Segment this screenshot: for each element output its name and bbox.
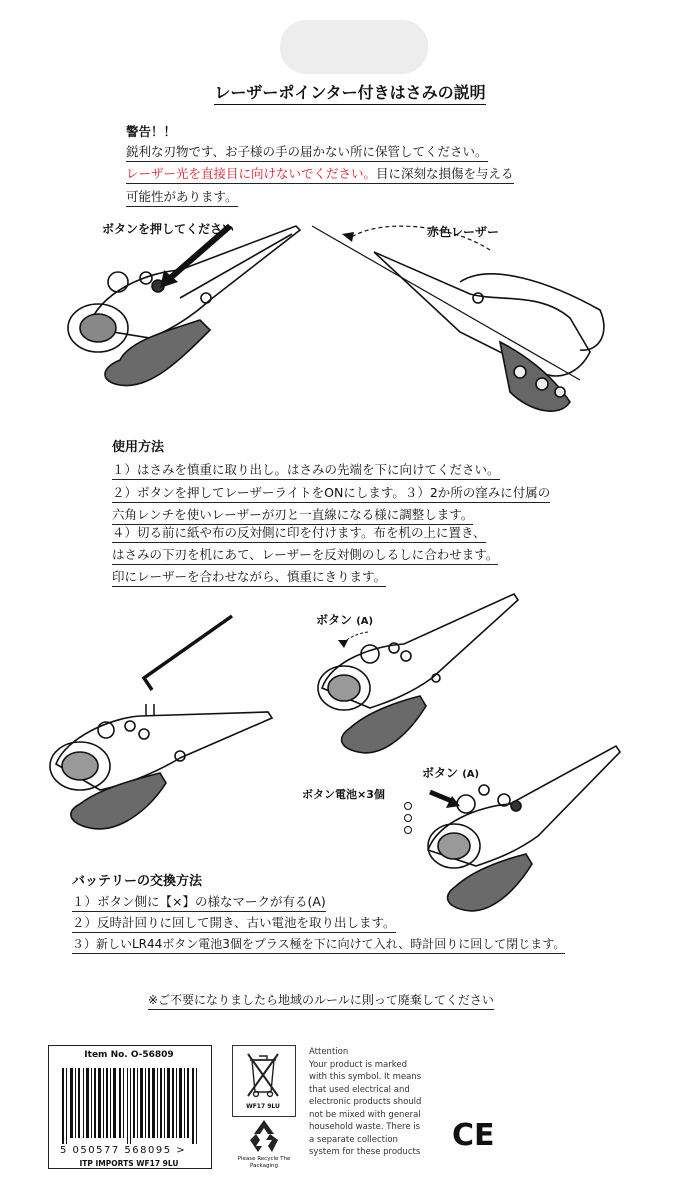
usage-heading: 使用方法 — [112, 440, 165, 455]
importer: ITP IMPORTS WF17 9LU — [79, 1159, 179, 1168]
recycle-icon — [246, 1118, 282, 1154]
item-number: Item No. O-56809 — [84, 1050, 174, 1060]
scissors-illustration-press — [60, 220, 310, 400]
usage-line-5: はさみの下刃を机にあて、レーザーを反対側のしるしに合わせます。 — [112, 545, 498, 565]
attention-line: with this symbol. It means — [309, 1072, 422, 1082]
usage-line-2: ２）ボタンを押してレーザーライトをONにします。３）2か所の窪みに付属の — [112, 483, 550, 503]
scissors-illustration-button-a — [314, 588, 524, 763]
barcode — [62, 1068, 198, 1144]
warning-line-1: 鋭利な刃物です、お子様の手の届かない所に保管してください。 — [126, 142, 488, 162]
red-laser-label: 赤色レーザー — [427, 225, 500, 239]
page-title: レーザーポインター付きはさみの説明 — [0, 80, 700, 103]
a-label-1: (A) — [356, 616, 374, 627]
warning-heading: 警告！！ — [126, 124, 177, 139]
weee-bin-icon — [244, 1050, 282, 1100]
barcode-number: 5 050577 568095 > — [60, 1145, 187, 1156]
warning-red-text: レーザー光を直接目に向けないでください。 — [126, 166, 377, 181]
attention-line: not be mixed with general — [309, 1109, 421, 1120]
disposal-note: ※ご不要になりましたら地域のルールに則って廃棄してください — [148, 991, 494, 1010]
attention-line: system for these products — [309, 1147, 421, 1157]
warning-line-2 — [126, 164, 514, 184]
battery-line-3: ３）新しいLR44ボタン電池3個をプラス極を下に向けて入れ、時計回りに回して閉じます。 — [72, 935, 565, 954]
attention-line: household waste. There is — [309, 1122, 421, 1132]
usage-line-4: ４）切る前に紙や布の反対側に印を付けます。布を机の上に置き、 — [112, 523, 486, 543]
attention-line: electronic products should — [309, 1097, 422, 1107]
battery-circles — [400, 800, 420, 840]
button-label-1: ボタン — [316, 613, 353, 627]
scissors-illustration-battery — [420, 740, 630, 910]
warning-line-2-rest: 目に深刻な損傷を与える — [376, 166, 514, 181]
scissors-illustration-laser — [310, 222, 620, 422]
hanger-hole — [280, 20, 428, 74]
battery-line-1: １）ボタン側に【×】の様なマークが有る(A) — [72, 892, 326, 912]
attention-line: a separate collection — [309, 1134, 398, 1145]
attention-line: that used electrical and — [309, 1084, 410, 1095]
attention-text — [309, 1046, 427, 1159]
recycle-text: Please Recycle The Packaging — [237, 1156, 291, 1169]
attention-line: Your product is marked — [309, 1059, 407, 1070]
battery-count-label: ボタン電池×3個 — [302, 788, 385, 801]
button-label-2: ボタン — [422, 766, 459, 780]
attention-line: Attention — [309, 1047, 349, 1057]
warning-line-3: 可能性があります。 — [126, 187, 238, 207]
usage-line-3: 六角レンチを使いレーザーが刃と一直線になる様に調整します。 — [112, 505, 473, 525]
battery-heading: バッテリーの交換方法 — [72, 874, 203, 889]
usage-line-6: 印にレーザーを合わせながら、慎重にきります。 — [112, 567, 386, 587]
a-label-2: (A) — [462, 769, 480, 780]
weee-postcode: WF17 9LU — [246, 1103, 280, 1110]
battery-line-2: ２）反時計回りに回して開き、古い電池を取り出します。 — [72, 913, 396, 933]
hex-key-scissors-illustration — [40, 608, 290, 838]
ce-mark: CE — [452, 1118, 495, 1153]
press-button-label: ボタンを押してください — [102, 222, 235, 236]
usage-line-1: １）はさみを慎重に取り出し。はさみの先端を下に向けてください。 — [112, 460, 500, 480]
